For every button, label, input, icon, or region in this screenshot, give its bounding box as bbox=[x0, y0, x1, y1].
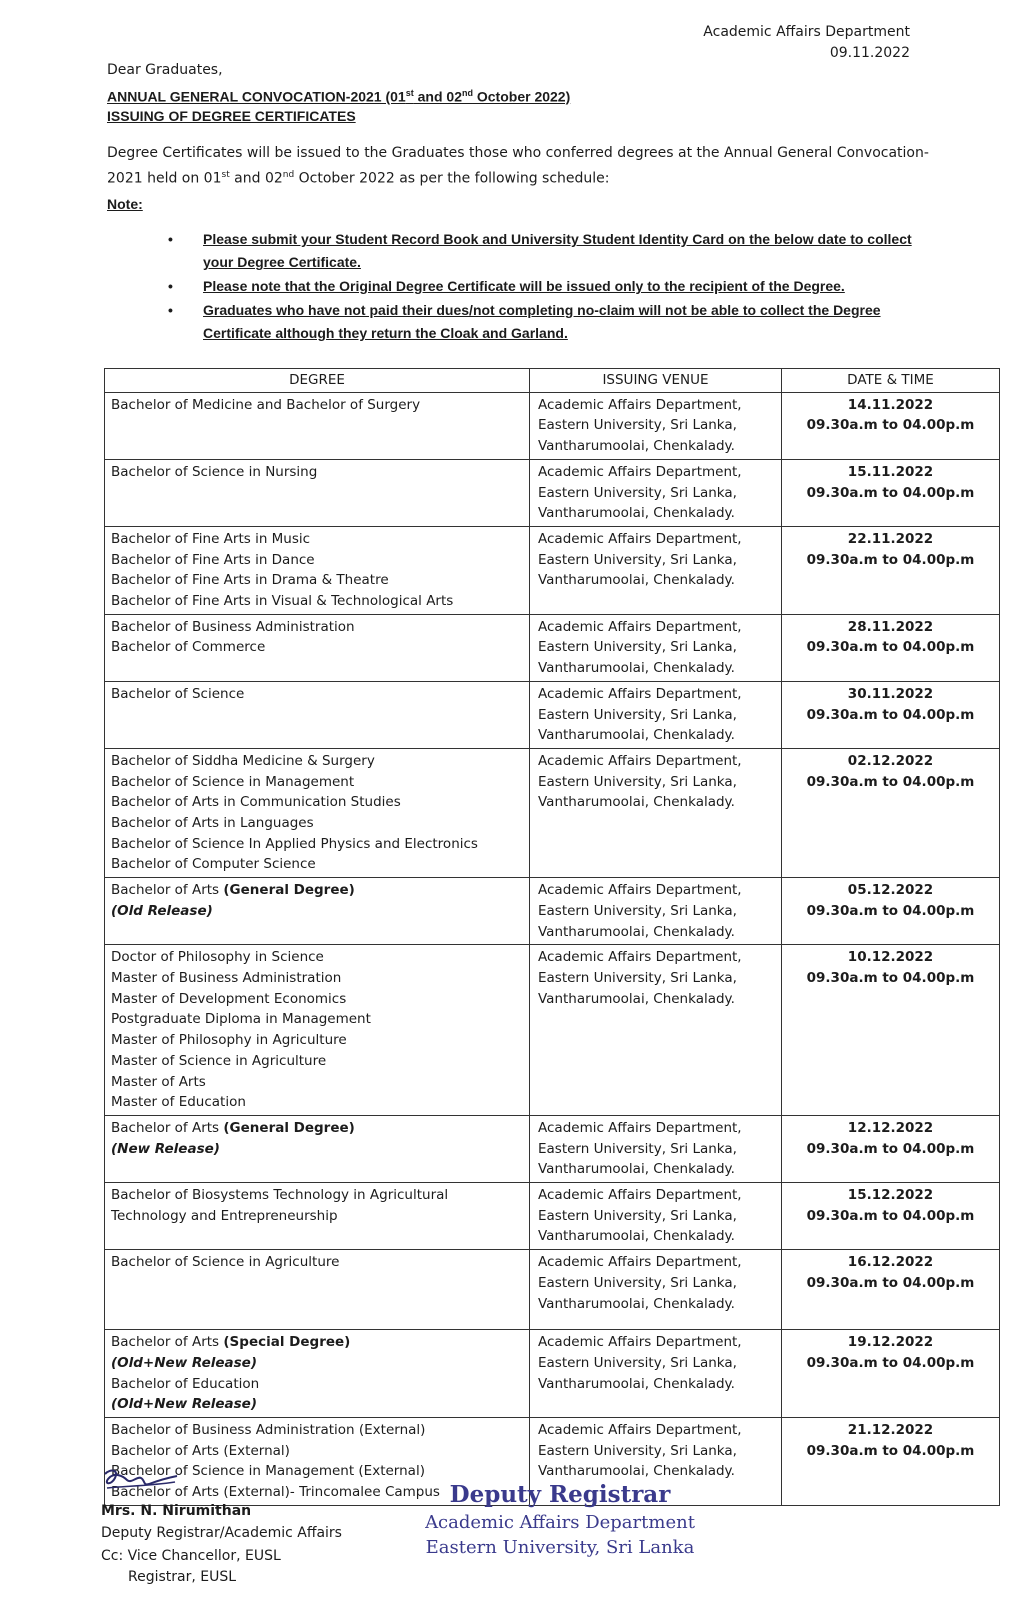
issue-date: 19.12.2022 bbox=[847, 1334, 934, 1351]
degree-cell bbox=[105, 945, 530, 1116]
venue-line: Eastern University, Sri Lanka, bbox=[538, 902, 737, 919]
degree-name: Postgraduate Diploma in Management bbox=[111, 1011, 371, 1028]
degree-name: Master of Development Economics bbox=[111, 990, 347, 1007]
venue-line: Eastern University, Sri Lanka, bbox=[538, 706, 737, 723]
venue-line: Academic Affairs Department, bbox=[538, 1254, 742, 1271]
venue-cell bbox=[530, 1115, 782, 1182]
degree-name: Bachelor of Fine Arts in Music bbox=[111, 530, 311, 547]
header-department: Academic Affairs Department bbox=[703, 24, 910, 40]
venue-line: Academic Affairs Department, bbox=[538, 1334, 742, 1351]
issue-time: 09.30a.m to 04.00p.m bbox=[806, 1207, 975, 1224]
issue-date: 30.11.2022 bbox=[847, 685, 934, 702]
issue-time: 09.30a.m to 04.00p.m bbox=[806, 969, 975, 986]
heading1-suffix: October 2022) bbox=[472, 88, 571, 105]
greeting: Dear Graduates, bbox=[107, 62, 223, 78]
intro-part3: October 2022 as per the following schedule: bbox=[294, 170, 610, 187]
intro-part1: Degree Certificates will be issued to the Graduates those who conferred degrees at the Annual General Convocation-2021 held on 01 bbox=[107, 145, 929, 187]
venue-line: Eastern University, Sri Lanka, bbox=[538, 484, 737, 501]
venue-line: Academic Affairs Department, bbox=[538, 1187, 742, 1204]
table-row bbox=[105, 614, 1000, 681]
venue-line: Vantharumoolai, Chenkalady. bbox=[538, 1375, 735, 1392]
issue-date: 15.11.2022 bbox=[847, 463, 934, 480]
degree-name: Bachelor of Science bbox=[111, 685, 245, 702]
issue-date: 12.12.2022 bbox=[847, 1119, 934, 1136]
degree-name: Bachelor of Medicine and Bachelor of Surgery bbox=[111, 396, 421, 413]
degree-cell bbox=[105, 681, 530, 748]
degree-cell bbox=[105, 1330, 530, 1418]
degree-name: Bachelor of Arts (External)- Trincomalee Campus bbox=[111, 1484, 440, 1501]
venue-line: Vantharumoolai, Chenkalady. bbox=[538, 794, 735, 811]
venue-cell bbox=[530, 526, 782, 614]
date-cell bbox=[782, 1183, 1000, 1250]
degree-name: Bachelor of Science in Management bbox=[111, 773, 355, 790]
table-row bbox=[105, 1183, 1000, 1250]
venue-cell bbox=[530, 1250, 782, 1330]
venue-cell bbox=[530, 614, 782, 681]
header-degree: DEGREE bbox=[105, 369, 530, 393]
release-label: (Old+New Release) bbox=[111, 1396, 258, 1413]
venue-line: Eastern University, Sri Lanka, bbox=[538, 1442, 737, 1459]
degree-name: Master of Philosophy in Agriculture bbox=[111, 1032, 347, 1049]
note-text: Graduates who have not paid their dues/not completing no-claim will not be able to collect the Degree Certificate although they return the Cloak and Garland. bbox=[203, 302, 881, 341]
date-cell bbox=[782, 392, 1000, 459]
date-cell bbox=[782, 526, 1000, 614]
degree-type: (General Degree) bbox=[223, 1119, 355, 1136]
issue-time: 09.30a.m to 04.00p.m bbox=[806, 1442, 975, 1459]
degree-name bbox=[111, 1118, 523, 1139]
cc-list bbox=[101, 1546, 281, 1588]
heading1-prefix: ANNUAL GENERAL CONVOCATION-2021 (01 bbox=[107, 88, 406, 105]
release-label: (Old Release) bbox=[111, 902, 213, 919]
venue-cell bbox=[530, 748, 782, 877]
venue-line: Vantharumoolai, Chenkalady. bbox=[538, 1463, 735, 1480]
degree-cell bbox=[105, 1183, 530, 1250]
venue-line: Academic Affairs Department, bbox=[538, 685, 742, 702]
venue-line: Vantharumoolai, Chenkalady. bbox=[538, 1295, 735, 1312]
degree-name: Bachelor of Science in Nursing bbox=[111, 463, 318, 480]
signer-title: Deputy Registrar/Academic Affairs bbox=[101, 1525, 342, 1541]
date-cell bbox=[782, 945, 1000, 1116]
venue-line: Eastern University, Sri Lanka, bbox=[538, 1140, 737, 1157]
table-row bbox=[105, 392, 1000, 459]
date-cell bbox=[782, 681, 1000, 748]
degree-prefix: Bachelor of Arts bbox=[111, 882, 224, 899]
issue-time: 09.30a.m to 04.00p.m bbox=[806, 417, 975, 434]
issue-time: 09.30a.m to 04.00p.m bbox=[806, 484, 975, 501]
degree-cell bbox=[105, 392, 530, 459]
date-cell bbox=[782, 1330, 1000, 1418]
date-cell bbox=[782, 459, 1000, 526]
venue-line: Academic Affairs Department, bbox=[538, 1421, 742, 1438]
issue-date: 02.12.2022 bbox=[847, 752, 934, 769]
venue-line: Vantharumoolai, Chenkalady. bbox=[538, 438, 735, 455]
degree-name: Bachelor of Business Administration (External) bbox=[111, 1421, 426, 1438]
table-row bbox=[105, 748, 1000, 877]
venue-line: Eastern University, Sri Lanka, bbox=[538, 551, 737, 568]
degree-name: Bachelor of Computer Science bbox=[111, 856, 316, 873]
heading1-sup2: nd bbox=[461, 88, 473, 98]
degree-name: Master of Arts bbox=[111, 1073, 206, 1090]
venue-cell bbox=[530, 459, 782, 526]
degree-name: Bachelor of Business Administration bbox=[111, 618, 355, 635]
degree-name: Bachelor of Fine Arts in Dance bbox=[111, 551, 315, 568]
degree-name: Bachelor of Fine Arts in Drama & Theatre bbox=[111, 572, 389, 589]
note-item bbox=[168, 299, 938, 345]
venue-line: Vantharumoolai, Chenkalady. bbox=[538, 572, 735, 589]
venue-line: Eastern University, Sri Lanka, bbox=[538, 1207, 737, 1224]
venue-line: Eastern University, Sri Lanka, bbox=[538, 969, 737, 986]
bullet-icon: • bbox=[168, 302, 173, 318]
note-item bbox=[168, 275, 938, 298]
header-date: DATE & TIME bbox=[782, 369, 1000, 393]
venue-line: Vantharumoolai, Chenkalady. bbox=[538, 990, 735, 1007]
issue-date: 15.12.2022 bbox=[847, 1187, 934, 1204]
date-cell bbox=[782, 1250, 1000, 1330]
issue-date: 16.12.2022 bbox=[847, 1254, 934, 1271]
degree-name: Doctor of Philosophy in Science bbox=[111, 949, 324, 966]
degree-name: Bachelor of Arts (External) bbox=[111, 1442, 290, 1459]
schedule-body bbox=[105, 392, 1000, 1505]
degree-name: Bachelor of Biosystems Technology in Agricultural bbox=[111, 1187, 449, 1204]
venue-line: Academic Affairs Department, bbox=[538, 752, 742, 769]
venue-cell bbox=[530, 945, 782, 1116]
issue-time: 09.30a.m to 04.00p.m bbox=[806, 706, 975, 723]
venue-line: Vantharumoolai, Chenkalady. bbox=[538, 660, 735, 677]
degree-name: Bachelor of Commerce bbox=[111, 639, 266, 656]
venue-cell bbox=[530, 878, 782, 945]
degree-name: Bachelor of Arts in Communication Studies bbox=[111, 794, 401, 811]
issue-time: 09.30a.m to 04.00p.m bbox=[806, 1354, 975, 1371]
venue-line: Academic Affairs Department, bbox=[538, 396, 742, 413]
heading-issuing: ISSUING OF DEGREE CERTIFICATES bbox=[107, 108, 356, 124]
issue-time: 09.30a.m to 04.00p.m bbox=[806, 902, 975, 919]
issue-date: 10.12.2022 bbox=[847, 949, 934, 966]
degree-prefix: Bachelor of Arts bbox=[111, 1334, 224, 1351]
signer-name: Mrs. N. Nirumithan bbox=[101, 1503, 252, 1519]
release-label: (Old+New Release) bbox=[111, 1354, 258, 1371]
stamp-line3: Eastern University, Sri Lanka bbox=[425, 1537, 695, 1558]
degree-name: Technology and Entrepreneurship bbox=[111, 1207, 338, 1224]
note-text: Please note that the Original Degree Certificate will be issued only to the recipient of the Degree. bbox=[203, 278, 845, 294]
degree-name: Bachelor of Science in Agriculture bbox=[111, 1254, 340, 1271]
letter-header bbox=[703, 22, 910, 64]
degree-type: (General Degree) bbox=[223, 882, 355, 899]
release-label: (New Release) bbox=[111, 1140, 220, 1157]
issue-time: 09.30a.m to 04.00p.m bbox=[806, 551, 975, 568]
degree-name bbox=[111, 1332, 523, 1353]
degree-cell bbox=[105, 878, 530, 945]
venue-line: Eastern University, Sri Lanka, bbox=[538, 1354, 737, 1371]
degree-name: Master of Business Administration bbox=[111, 969, 342, 986]
issue-date: 21.12.2022 bbox=[847, 1421, 934, 1438]
table-row bbox=[105, 878, 1000, 945]
intro-sup2: nd bbox=[282, 170, 295, 180]
issue-date: 22.11.2022 bbox=[847, 530, 934, 547]
venue-cell bbox=[530, 392, 782, 459]
table-row bbox=[105, 1115, 1000, 1182]
date-cell bbox=[782, 1115, 1000, 1182]
venue-line: Academic Affairs Department, bbox=[538, 530, 742, 547]
degree-name: Bachelor of Siddha Medicine & Surgery bbox=[111, 752, 375, 769]
degree-type: (Special Degree) bbox=[223, 1334, 351, 1351]
degree-cell bbox=[105, 526, 530, 614]
issue-time: 09.30a.m to 04.00p.m bbox=[806, 1274, 975, 1291]
degree-cell bbox=[105, 459, 530, 526]
venue-cell bbox=[530, 1183, 782, 1250]
stamp-line2: Academic Affairs Department bbox=[425, 1512, 695, 1533]
issue-date: 05.12.2022 bbox=[847, 882, 934, 899]
venue-line: Academic Affairs Department, bbox=[538, 882, 742, 899]
date-cell bbox=[782, 614, 1000, 681]
degree-name: Bachelor of Science In Applied Physics and Electronics bbox=[111, 835, 478, 852]
intro-sup1: st bbox=[221, 170, 230, 180]
degree-cell bbox=[105, 1250, 530, 1330]
venue-cell bbox=[530, 1330, 782, 1418]
issue-time: 09.30a.m to 04.00p.m bbox=[806, 639, 975, 656]
venue-line: Vantharumoolai, Chenkalady. bbox=[538, 923, 735, 940]
intro-paragraph bbox=[107, 142, 932, 190]
degree-name: Bachelor of Fine Arts in Visual & Technological Arts bbox=[111, 593, 454, 610]
degree-name: Master of Education bbox=[111, 1094, 246, 1111]
venue-line: Academic Affairs Department, bbox=[538, 949, 742, 966]
date-cell bbox=[782, 1417, 1000, 1505]
note-text: Please submit your Student Record Book and University Student Identity Card on the below date to collect your Degree Certificate. bbox=[203, 231, 912, 270]
issue-time: 09.30a.m to 04.00p.m bbox=[806, 773, 975, 790]
degree-prefix: Bachelor of Arts bbox=[111, 1119, 224, 1136]
table-row bbox=[105, 681, 1000, 748]
table-row bbox=[105, 1250, 1000, 1330]
venue-line: Vantharumoolai, Chenkalady. bbox=[538, 1161, 735, 1178]
stamp-line1: Deputy Registrar bbox=[449, 1481, 671, 1508]
intro-part2: and 02 bbox=[229, 170, 283, 187]
issue-date: 14.11.2022 bbox=[847, 396, 934, 413]
schedule-table bbox=[104, 368, 1000, 1506]
venue-line: Vantharumoolai, Chenkalady. bbox=[538, 727, 735, 744]
venue-line: Eastern University, Sri Lanka, bbox=[538, 773, 737, 790]
bullet-icon: • bbox=[168, 278, 173, 294]
issue-date: 28.11.2022 bbox=[847, 618, 934, 635]
table-header-row bbox=[105, 369, 1000, 393]
venue-line: Academic Affairs Department, bbox=[538, 618, 742, 635]
heading-convocation bbox=[107, 88, 570, 105]
degree-name: Bachelor of Education bbox=[111, 1375, 260, 1392]
bullet-icon: • bbox=[168, 231, 173, 247]
degree-cell bbox=[105, 1115, 530, 1182]
header-date: 09.11.2022 bbox=[829, 45, 910, 61]
date-cell bbox=[782, 748, 1000, 877]
official-stamp bbox=[410, 1480, 710, 1560]
cc-line: Registrar, EUSL bbox=[128, 1569, 237, 1585]
date-cell bbox=[782, 878, 1000, 945]
table-row bbox=[105, 459, 1000, 526]
venue-line: Vantharumoolai, Chenkalady. bbox=[538, 505, 735, 522]
table-row bbox=[105, 945, 1000, 1116]
degree-name: Bachelor of Science in Management (External) bbox=[111, 1463, 425, 1480]
venue-line: Eastern University, Sri Lanka, bbox=[538, 417, 737, 434]
notes-list bbox=[168, 228, 938, 346]
degree-name: Bachelor of Arts in Languages bbox=[111, 815, 314, 832]
degree-name: Master of Science in Agriculture bbox=[111, 1052, 327, 1069]
header-venue: ISSUING VENUE bbox=[530, 369, 782, 393]
venue-line: Academic Affairs Department, bbox=[538, 1119, 742, 1136]
venue-line: Eastern University, Sri Lanka, bbox=[538, 639, 737, 656]
cc-line: Cc: Vice Chancellor, EUSL bbox=[101, 1548, 281, 1564]
degree-name bbox=[111, 880, 523, 901]
table-row bbox=[105, 1330, 1000, 1418]
venue-line: Academic Affairs Department, bbox=[538, 463, 742, 480]
note-label: Note: bbox=[107, 196, 143, 212]
heading1-middle: and 02 bbox=[413, 88, 462, 105]
issue-time: 09.30a.m to 04.00p.m bbox=[806, 1140, 975, 1157]
degree-cell bbox=[105, 748, 530, 877]
venue-line: Eastern University, Sri Lanka, bbox=[538, 1274, 737, 1291]
heading1-sup1: st bbox=[405, 88, 414, 98]
venue-cell bbox=[530, 681, 782, 748]
note-item bbox=[168, 228, 938, 274]
venue-line: Vantharumoolai, Chenkalady. bbox=[538, 1228, 735, 1245]
signature-image bbox=[101, 1466, 181, 1498]
degree-cell bbox=[105, 614, 530, 681]
table-row bbox=[105, 526, 1000, 614]
